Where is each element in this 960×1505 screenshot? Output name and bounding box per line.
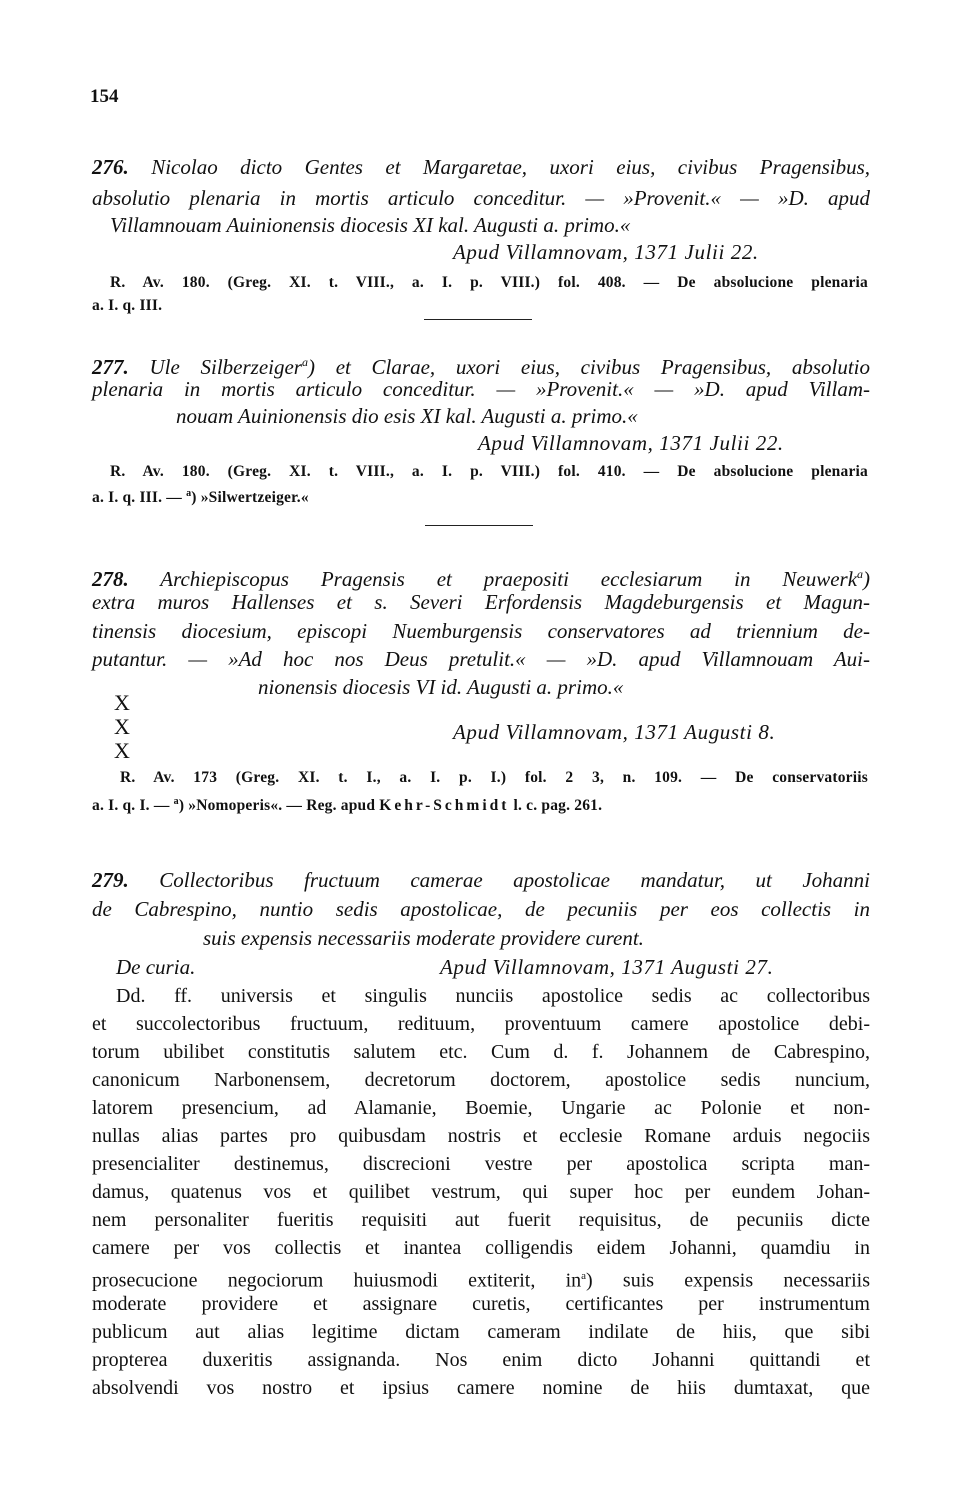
doc278-line2: extra muros Hallenses et s. Severi Erfordensis Magdeburgensis et Magun- (92, 590, 870, 614)
doc277-line2: plenaria in mortis articulo conceditur. — »Provenit.« — »D. apud Villam- (92, 377, 870, 401)
doc276-note2: a. I. q. III. (92, 297, 163, 314)
doc277-note1: R. Av. 180. (Greg. XI. t. VIII., a. I. p. VIII.) fol. 410. — De absolucione plenaria (110, 463, 868, 480)
doc276-line3: Villamnouam Auinionensis diocesis XI kal. Augusti a. primo.« (110, 213, 631, 237)
doc279-body-line: nullas alias partes pro quibusdam nostris et ecclesie Romane arduis negociis (92, 1125, 870, 1147)
doc279-place-date: Apud Villamnovam, 1371 Augusti 27. (440, 955, 774, 979)
x-mark: X (114, 690, 130, 715)
doc279-body-line: moderate providere et assignare curetis, certificantes per instrumentum (92, 1293, 870, 1315)
doc279-body-line: absolvendi vos nostro et ipsius camere nomine de hiis dumtaxat, que (92, 1377, 870, 1399)
doc279-number: 279. (92, 868, 129, 892)
doc277-place-date: Apud Villamnovam, 1371 Julii 22. (478, 431, 784, 455)
doc276-line2: absolutio plenaria in mortis articulo conceditur. — »Provenit.« — »D. apud (92, 186, 870, 210)
doc278-line4: putantur. — »Ad hoc nos Deus pretulit.« — »D. apud Villamnouam Aui- (92, 647, 870, 671)
page-number: 154 (90, 86, 119, 107)
x-mark: X (114, 738, 130, 763)
doc278-place-date: Apud Villamnovam, 1371 Augusti 8. (453, 720, 776, 744)
separator-rule (425, 525, 533, 526)
doc279-body-line: presencialiter destinemus, discrecioni vestre per apostolica scripta man- (92, 1153, 870, 1175)
doc276-number: 276. (92, 155, 129, 179)
doc278-line5: nionensis diocesis VI id. Augusti a. primo.« (258, 675, 624, 699)
doc279-body-line: Dd. ff. universis et singulis nunciis apostolice sedis ac collectoribus (116, 985, 870, 1007)
doc278-number: 278. (92, 567, 129, 591)
separator-rule (424, 319, 532, 320)
doc277-number: 277. (92, 355, 129, 379)
doc276-line1: 276. Nicolao dicto Gentes et Margaretae, uxori eius, civibus Pragensibus, (92, 155, 870, 179)
doc277-note2: a. I. q. III. — $^a$) »Silwertzeiger.« (92, 488, 309, 507)
doc279-origin: De curia. (116, 955, 196, 979)
doc278-note2: a. I. q. I. — $^a$) »Nomoperis«. — Reg. apud Kehr-Schmidt l. c. pag. 261. (92, 796, 603, 815)
doc276-note1: R. Av. 180. (Greg. XI. t. VIII., a. I. p. VIII.) fol. 408. — De absolucione plenaria (110, 274, 868, 291)
x-mark: X (114, 714, 130, 739)
doc279-body-line: canonicum Narbonensem, decretorum doctorem, apostolice sedis nuncium, (92, 1069, 870, 1091)
doc279-body-line: propterea duxeritis assignanda. Nos enim dicto Johanni quittandi et (92, 1349, 870, 1371)
doc279-body-line: torum ubilibet constitutis salutem etc. Cum d. f. Johannem de Cabrespino, (92, 1041, 870, 1063)
doc279-line1: 279. Collectoribus fructuum camerae apostolicae mandatur, ut Johanni (92, 868, 870, 892)
doc279-body-line: et succolectoribus fructuum, redituum, proventuum camere apostolice debi- (92, 1013, 870, 1035)
doc277-line1: 277. Ule Silberzeiger$^a$) et Clarae, uxori eius, civibus Pragensibus, absolutio (92, 355, 871, 379)
doc279-line2: de Cabrespino, nuntio sedis apostolicae, de pecuniis per eos collectis in (92, 897, 870, 921)
doc279-body-line: damus, quatenus vos et quilibet vestrum, qui super hoc per eundem Johan- (92, 1181, 870, 1203)
doc278-line1: 278. Archiepiscopus Pragensis et praepositi ecclesiarum in Neuwerk$^a$) (92, 567, 871, 591)
doc276-place-date: Apud Villamnovam, 1371 Julii 22. (453, 240, 759, 264)
doc279-line3: suis expensis necessariis moderate providere curent. (203, 926, 644, 950)
doc278-note1: R. Av. 173 (Greg. XI. t. I., a. I. p. I.) fol. 2 3, n. 109. — De conservatoriis (120, 769, 868, 786)
doc279-body-line: latorem presencium, ad Alamanie, Boemie, Ungarie ac Polonie et non- (92, 1097, 870, 1119)
doc277-line3: nouam Auinionensis dio esis XI kal. Augusti a. primo.« (176, 404, 638, 428)
doc279-body-line: nem personaliter fueritis requisiti aut fuerit requisitus, de pecuniis dicte (92, 1209, 870, 1231)
doc279-body-line: camere per vos collectis et inantea colligendis eidem Johanni, quamdiu in (92, 1237, 870, 1259)
doc278-line3: tinensis diocesium, episcopi Nuemburgensis conservatores ad triennium de- (92, 619, 870, 643)
doc279-body-line: publicum aut alias legitime dictam cameram indilate de hiis, que sibi (92, 1321, 870, 1343)
doc279-body-line: prosecucione negociorum huiusmodi extiterit, $in^a$) suis expensis necessariis (92, 1269, 870, 1292)
